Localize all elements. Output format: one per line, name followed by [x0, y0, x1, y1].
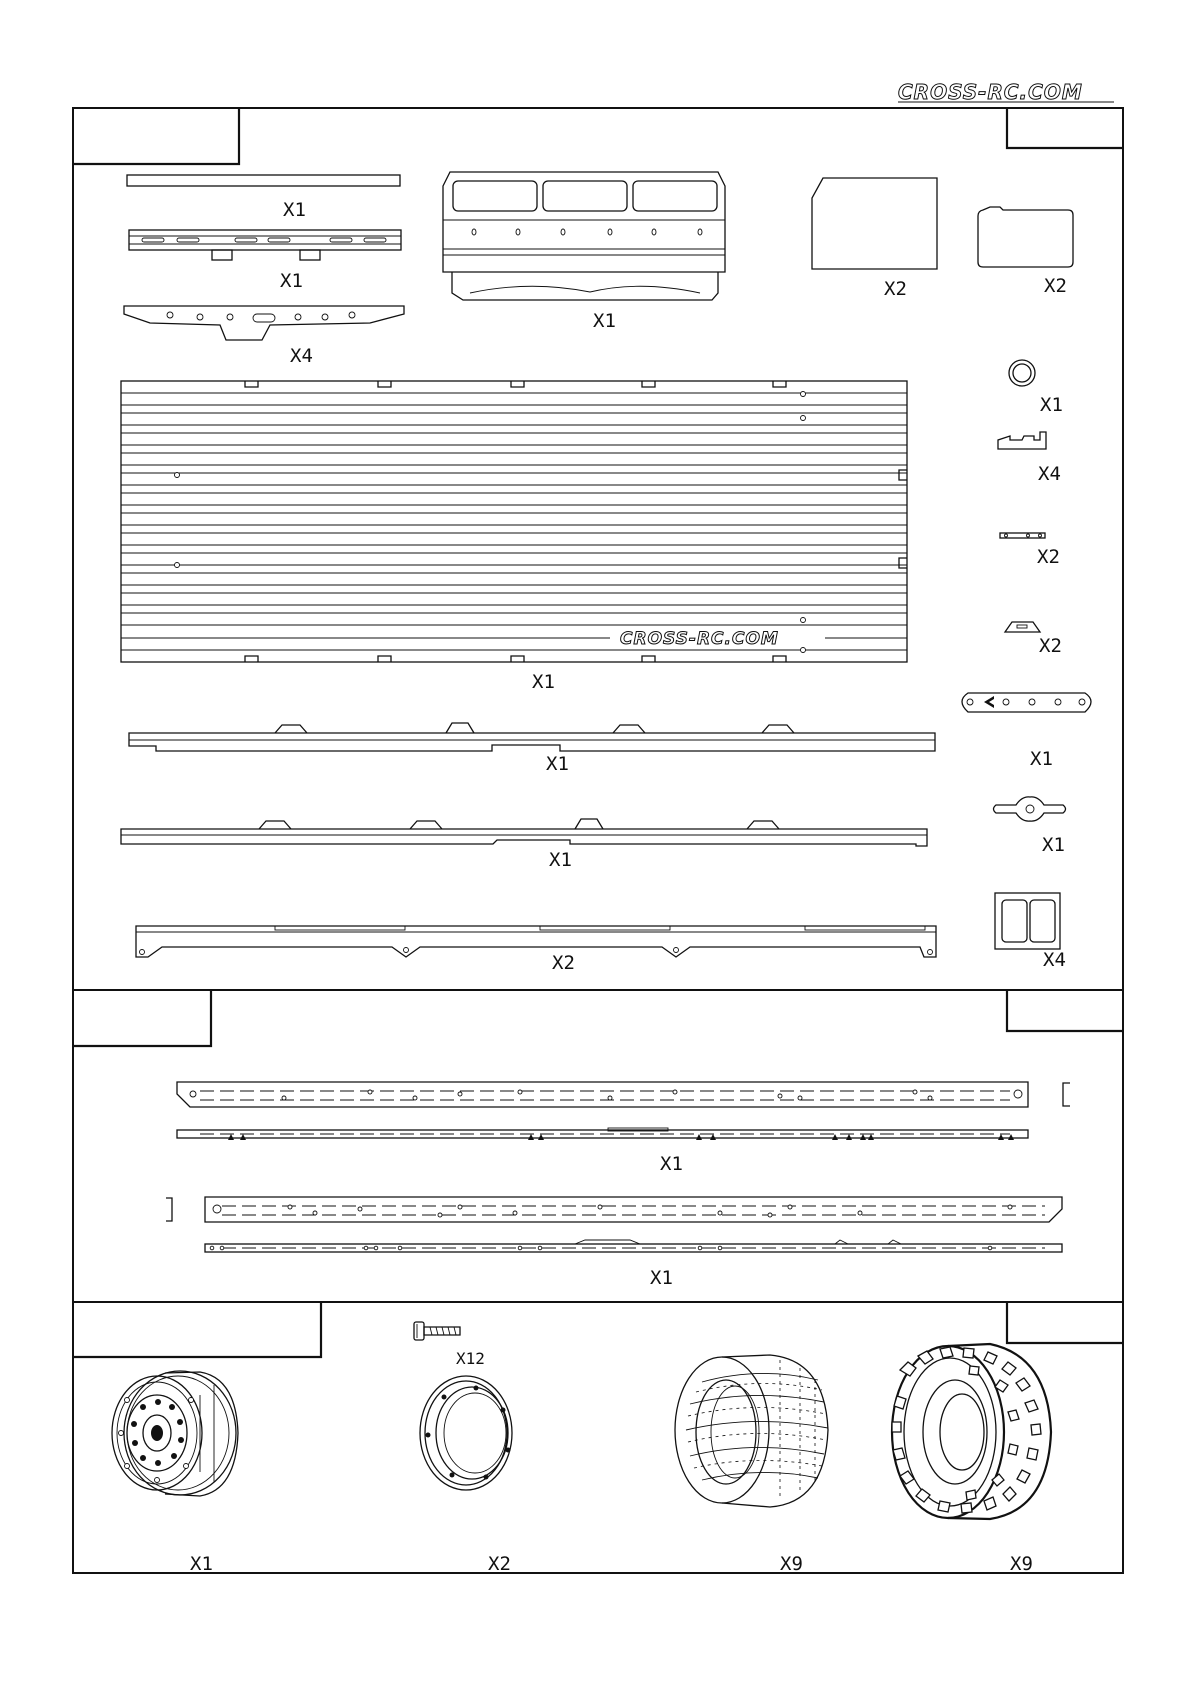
- qty-label-side-rail-1: X1: [546, 753, 569, 775]
- part-ring: [1009, 360, 1035, 386]
- brand-logo: CROSS-RC.COM: [898, 80, 1083, 104]
- part-screw: [414, 1322, 460, 1340]
- qty-label-rack-rail: X1: [280, 270, 303, 292]
- part-tire: [892, 1344, 1051, 1519]
- part-small-plate: [1000, 533, 1045, 538]
- qty-label-window-large: X2: [884, 278, 907, 300]
- part-wheel-hub: [112, 1371, 238, 1496]
- qty-label-knob-lever: X1: [1042, 834, 1065, 856]
- bed-floor-logo: CROSS-RC.COM: [620, 629, 779, 649]
- part-bracket-bar: [124, 306, 404, 340]
- qty-label-link-plate: X1: [1030, 748, 1053, 770]
- qty-label-top-strip: X1: [283, 199, 306, 221]
- qty-label-ring: X1: [1040, 394, 1063, 416]
- part-brake-disc: [420, 1376, 512, 1490]
- qty-label-brake-disc: X2: [488, 1553, 511, 1575]
- qty-label-tire: X9: [1010, 1553, 1033, 1575]
- part-window-large: [812, 178, 937, 269]
- part-window-small: [978, 207, 1073, 267]
- qty-label-window-small: X2: [1044, 275, 1067, 297]
- qty-label-frame-rail-set-2: X1: [650, 1267, 673, 1289]
- part-side-rail-1: [129, 723, 935, 751]
- part-rack-rail: [129, 230, 401, 260]
- qty-label-frame-rail-set-1: X1: [660, 1153, 683, 1175]
- qty-label-side-rail-2: X1: [549, 849, 572, 871]
- qty-label-foam-insert: X9: [780, 1553, 803, 1575]
- qty-label-bracket-bar: X4: [290, 345, 313, 367]
- part-window-frame: [995, 893, 1060, 949]
- part-top-strip: [127, 175, 400, 186]
- qty-label-window-frame: X4: [1043, 949, 1066, 971]
- section-label-box-1: [73, 108, 1123, 164]
- qty-label-lower-rail: X2: [552, 952, 575, 974]
- qty-label-cab-back-panel: X1: [593, 310, 616, 332]
- qty-label-wheel-hub: X1: [190, 1553, 213, 1575]
- part-frame-rail-set-2: [166, 1197, 1062, 1252]
- qty-label-bed-floor: X1: [532, 671, 555, 693]
- part-foam-insert: [675, 1355, 828, 1507]
- part-bed-floor: [121, 381, 907, 662]
- part-clip: [998, 432, 1046, 449]
- part-link-plate: [962, 693, 1091, 712]
- qty-label-clip: X4: [1038, 463, 1061, 485]
- qty-label-small-plate: X2: [1037, 546, 1060, 568]
- part-knob-lever: [994, 797, 1066, 821]
- part-side-rail-2: [121, 819, 927, 846]
- section-label-box-2: [73, 990, 1123, 1046]
- part-lower-rail: [136, 926, 936, 957]
- part-cab-back-panel: [443, 172, 725, 300]
- part-frame-rail-set-1: [177, 1082, 1070, 1140]
- qty-label-tab: X2: [1039, 635, 1062, 657]
- part-tab: [1005, 622, 1040, 632]
- qty-label-screw: X12: [456, 1349, 485, 1368]
